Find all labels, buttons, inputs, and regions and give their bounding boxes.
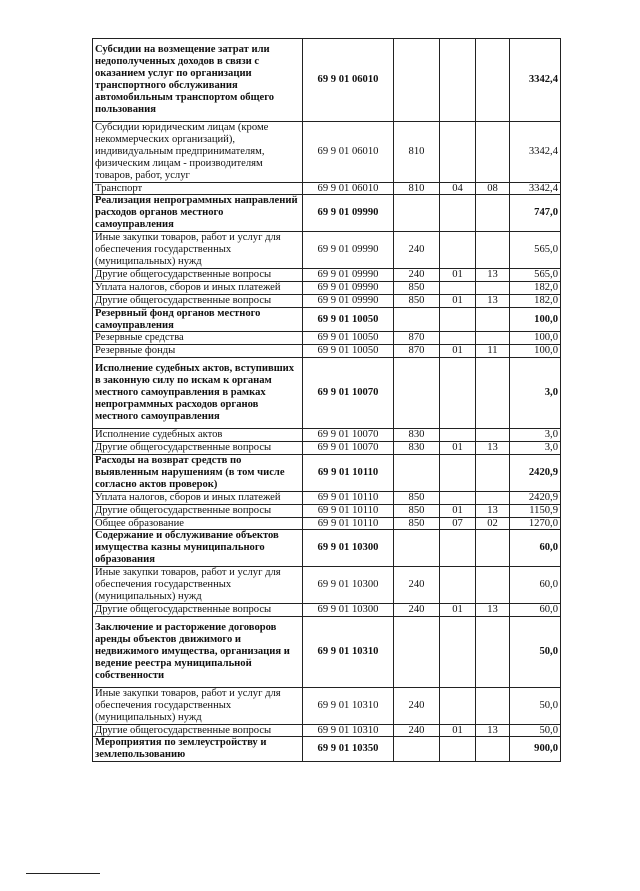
row-vr: 870 [394, 345, 440, 358]
row-vr: 830 [394, 442, 440, 455]
row-vr: 240 [394, 232, 440, 269]
row-rz [440, 491, 476, 504]
table-row [93, 182, 561, 195]
table-row [93, 567, 561, 604]
table-row [93, 616, 561, 687]
row-pr [476, 232, 510, 269]
row-name: Общее образование [93, 517, 303, 530]
row-name: Расходы на возврат средств по выявленным нарушениям (в том числе согласно актов проверок) [93, 455, 303, 492]
row-pr: 13 [476, 603, 510, 616]
row-name: Транспорт [93, 182, 303, 195]
table-row [93, 39, 561, 122]
row-vr: 830 [394, 429, 440, 442]
row-code: 69 9 01 06010 [303, 182, 394, 195]
table-row [93, 517, 561, 530]
row-pr [476, 195, 510, 232]
row-name: Иные закупки товаров, работ и услуг для обеспечения государственных (муниципальных) нужд [93, 687, 303, 724]
row-vr: 870 [394, 332, 440, 345]
row-pr [476, 332, 510, 345]
row-vr: 240 [394, 603, 440, 616]
row-sum: 3342,4 [510, 122, 561, 183]
row-pr: 02 [476, 517, 510, 530]
table-row [93, 429, 561, 442]
row-rz [440, 232, 476, 269]
table-row [93, 724, 561, 737]
row-code: 69 9 01 10050 [303, 332, 394, 345]
row-name: Другие общегосударственные вопросы [93, 724, 303, 737]
row-name: Резервные фонды [93, 345, 303, 358]
row-rz [440, 195, 476, 232]
row-code: 69 9 01 09990 [303, 294, 394, 307]
row-pr: 13 [476, 268, 510, 281]
row-rz [440, 281, 476, 294]
row-code: 69 9 01 06010 [303, 39, 394, 122]
table-row [93, 504, 561, 517]
row-sum: 100,0 [510, 332, 561, 345]
table-row [93, 345, 561, 358]
table-row [93, 307, 561, 332]
table-row [93, 603, 561, 616]
row-vr: 810 [394, 122, 440, 183]
row-pr: 11 [476, 345, 510, 358]
row-sum: 565,0 [510, 232, 561, 269]
row-sum: 747,0 [510, 195, 561, 232]
row-sum: 50,0 [510, 616, 561, 687]
footnote-separator [26, 873, 100, 874]
row-rz: 07 [440, 517, 476, 530]
row-name: Резервные средства [93, 332, 303, 345]
row-pr [476, 567, 510, 604]
row-name: Исполнение судебных актов, вступивших в законную силу по искам к органам местного самоуправления в рамках непрограммных расходов органов местного самоуправления [93, 358, 303, 429]
row-rz [440, 616, 476, 687]
row-sum: 60,0 [510, 530, 561, 567]
row-code: 69 9 01 09990 [303, 281, 394, 294]
row-sum: 1270,0 [510, 517, 561, 530]
row-vr: 850 [394, 504, 440, 517]
row-vr [394, 358, 440, 429]
row-sum: 182,0 [510, 294, 561, 307]
row-pr [476, 39, 510, 122]
row-pr [476, 616, 510, 687]
row-rz [440, 39, 476, 122]
row-name: Уплата налогов, сборов и иных платежей [93, 491, 303, 504]
row-vr [394, 737, 440, 762]
row-rz: 01 [440, 268, 476, 281]
row-pr [476, 737, 510, 762]
row-code: 69 9 01 10050 [303, 345, 394, 358]
row-sum: 3,0 [510, 429, 561, 442]
row-name: Субсидии юридическим лицам (кроме некоммерческих организаций), индивидуальным предпринимателям, физическим лицам - производителям товаров, работ, услуг [93, 122, 303, 183]
row-vr [394, 195, 440, 232]
row-sum: 3342,4 [510, 39, 561, 122]
row-rz [440, 455, 476, 492]
row-sum: 50,0 [510, 724, 561, 737]
row-pr [476, 281, 510, 294]
row-code: 69 9 01 10070 [303, 442, 394, 455]
row-pr: 13 [476, 504, 510, 517]
row-pr [476, 530, 510, 567]
row-vr: 240 [394, 687, 440, 724]
row-name: Резервный фонд органов местного самоуправления [93, 307, 303, 332]
row-code: 69 9 01 10070 [303, 429, 394, 442]
row-vr: 850 [394, 281, 440, 294]
row-sum: 900,0 [510, 737, 561, 762]
row-sum: 60,0 [510, 567, 561, 604]
row-name: Иные закупки товаров, работ и услуг для обеспечения государственных (муниципальных) нужд [93, 232, 303, 269]
row-sum: 565,0 [510, 268, 561, 281]
row-sum: 2420,9 [510, 491, 561, 504]
row-code: 69 9 01 10310 [303, 616, 394, 687]
table-row [93, 491, 561, 504]
row-name: Исполнение судебных актов [93, 429, 303, 442]
row-vr: 810 [394, 182, 440, 195]
row-vr [394, 39, 440, 122]
row-name: Другие общегосударственные вопросы [93, 603, 303, 616]
row-rz: 01 [440, 724, 476, 737]
row-vr [394, 455, 440, 492]
row-vr: 240 [394, 268, 440, 281]
row-rz [440, 429, 476, 442]
table-row [93, 332, 561, 345]
row-name: Иные закупки товаров, работ и услуг для обеспечения государственных (муниципальных) нужд [93, 567, 303, 604]
row-rz: 01 [440, 504, 476, 517]
row-pr [476, 455, 510, 492]
row-code: 69 9 01 10110 [303, 491, 394, 504]
row-sum: 100,0 [510, 345, 561, 358]
table-row [93, 281, 561, 294]
row-vr: 850 [394, 491, 440, 504]
row-code: 69 9 01 10310 [303, 724, 394, 737]
budget-table [92, 38, 561, 762]
row-vr: 850 [394, 517, 440, 530]
row-pr: 13 [476, 294, 510, 307]
row-pr [476, 358, 510, 429]
row-name: Мероприятия по землеустройству и землепользованию [93, 737, 303, 762]
row-name: Содержание и обслуживание объектов имущества казны муниципального образования [93, 530, 303, 567]
row-name: Другие общегосударственные вопросы [93, 442, 303, 455]
row-pr [476, 687, 510, 724]
row-name: Реализация непрограммных направлений расходов органов местного самоуправления [93, 195, 303, 232]
row-pr: 13 [476, 442, 510, 455]
row-rz [440, 567, 476, 604]
row-sum: 3,0 [510, 358, 561, 429]
row-code: 69 9 01 10300 [303, 567, 394, 604]
row-code: 69 9 01 10300 [303, 603, 394, 616]
row-rz: 01 [440, 345, 476, 358]
row-vr: 850 [394, 294, 440, 307]
row-pr [476, 122, 510, 183]
row-sum: 3,0 [510, 442, 561, 455]
table-row [93, 687, 561, 724]
row-pr: 13 [476, 724, 510, 737]
row-code: 69 9 01 10300 [303, 530, 394, 567]
table-row [93, 455, 561, 492]
row-code: 69 9 01 10310 [303, 687, 394, 724]
row-code: 69 9 01 10070 [303, 358, 394, 429]
row-name: Уплата налогов, сборов и иных платежей [93, 281, 303, 294]
row-name: Другие общегосударственные вопросы [93, 504, 303, 517]
row-vr: 240 [394, 724, 440, 737]
row-sum: 1150,9 [510, 504, 561, 517]
row-rz: 01 [440, 294, 476, 307]
table-row [93, 195, 561, 232]
row-sum: 100,0 [510, 307, 561, 332]
table-row [93, 294, 561, 307]
row-rz [440, 332, 476, 345]
table-row [93, 358, 561, 429]
table-row [93, 530, 561, 567]
row-rz [440, 687, 476, 724]
row-name: Другие общегосударственные вопросы [93, 294, 303, 307]
row-sum: 2420,9 [510, 455, 561, 492]
row-pr [476, 491, 510, 504]
row-code: 69 9 01 09990 [303, 268, 394, 281]
table-row [93, 442, 561, 455]
table-row [93, 737, 561, 762]
row-name: Заключение и расторжение договоров аренды объектов движимого и недвижимого имущества, организация и ведение реестра муниципальной собственности [93, 616, 303, 687]
row-rz [440, 737, 476, 762]
row-rz [440, 122, 476, 183]
table-row [93, 122, 561, 183]
row-sum: 182,0 [510, 281, 561, 294]
row-rz: 04 [440, 182, 476, 195]
row-code: 69 9 01 10350 [303, 737, 394, 762]
table-row [93, 268, 561, 281]
row-rz: 01 [440, 603, 476, 616]
row-rz [440, 358, 476, 429]
row-vr [394, 307, 440, 332]
row-rz: 01 [440, 442, 476, 455]
row-code: 69 9 01 10110 [303, 455, 394, 492]
row-code: 69 9 01 10110 [303, 504, 394, 517]
row-pr: 08 [476, 182, 510, 195]
row-pr [476, 429, 510, 442]
row-sum: 3342,4 [510, 182, 561, 195]
row-vr [394, 530, 440, 567]
row-code: 69 9 01 09990 [303, 232, 394, 269]
row-vr: 240 [394, 567, 440, 604]
budget-table-body [93, 39, 561, 762]
row-pr [476, 307, 510, 332]
row-code: 69 9 01 10050 [303, 307, 394, 332]
row-name: Субсидии на возмещение затрат или недополученных доходов в связи с оказанием услуг по организации транспортного обслуживания автомобильным транспортом общего пользования [93, 39, 303, 122]
row-code: 69 9 01 10110 [303, 517, 394, 530]
row-code: 69 9 01 09990 [303, 195, 394, 232]
row-sum: 60,0 [510, 603, 561, 616]
table-row [93, 232, 561, 269]
row-code: 69 9 01 06010 [303, 122, 394, 183]
row-sum: 50,0 [510, 687, 561, 724]
row-vr [394, 616, 440, 687]
row-name: Другие общегосударственные вопросы [93, 268, 303, 281]
row-rz [440, 530, 476, 567]
row-rz [440, 307, 476, 332]
